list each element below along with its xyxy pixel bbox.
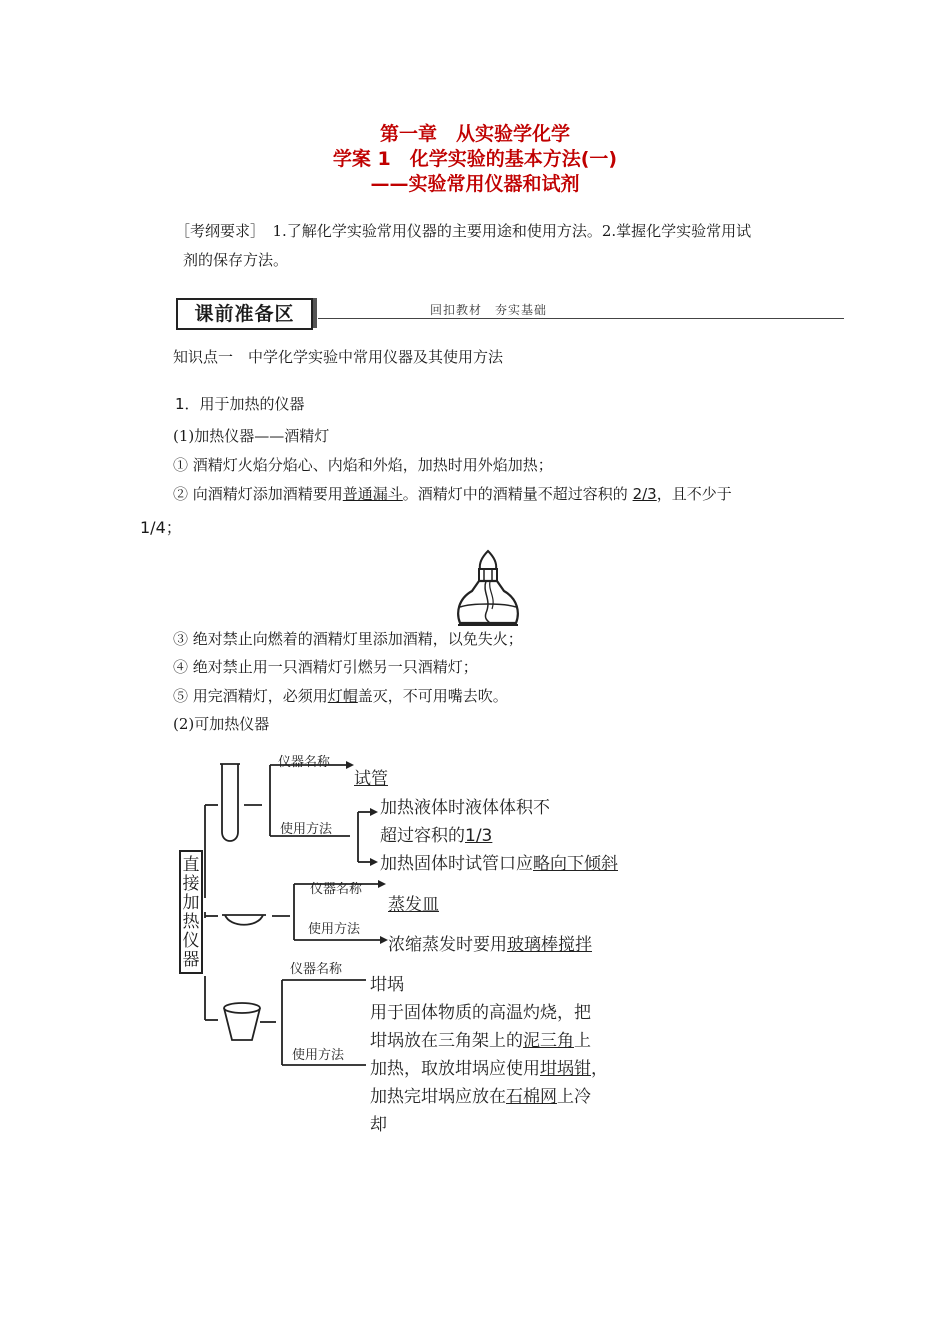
subheading-heatable: (2)可加热仪器 bbox=[173, 715, 270, 733]
section-banner: 课前准备区 bbox=[176, 298, 313, 330]
crucible-use-3-answer: 坩埚钳 bbox=[540, 1059, 591, 1079]
crucible-use-2 bbox=[370, 1026, 591, 1051]
alcohol-lamp-illustration bbox=[452, 547, 524, 633]
tube-use-2 bbox=[380, 849, 620, 874]
lesson-subtitle: ——实验常用仪器和试剂 bbox=[370, 173, 580, 195]
banner-divider bbox=[313, 298, 317, 328]
section-heading: 1．用于加热的仪器 bbox=[175, 395, 305, 413]
knowledge-point-heading: 知识点一 中学化学实验中常用仪器及其使用方法 bbox=[173, 348, 504, 366]
item-4: ④ 绝对禁止用一只酒精灯引燃另一只酒精灯； bbox=[173, 658, 478, 676]
tube-use-1b-answer: 1/3 bbox=[465, 826, 493, 846]
crucible-use-2-text-a: 坩埚放在三角架上的 bbox=[370, 1031, 523, 1051]
crucible-use-3 bbox=[370, 1054, 608, 1079]
item-2 bbox=[173, 484, 732, 504]
item-2-text-c: ，且不少于 bbox=[656, 485, 732, 503]
crucible-use-4-answer: 石棉网 bbox=[506, 1087, 557, 1107]
lesson-title: 学案 1 化学实验的基本方法(一) bbox=[332, 148, 618, 170]
dish-name-label: 仪器名称 bbox=[310, 882, 363, 897]
tube-use-2-text: 加热固体时试管口应 bbox=[380, 854, 533, 874]
banner-subtitle: 回扣教材 夯实基础 bbox=[430, 303, 548, 317]
banner-line bbox=[318, 318, 844, 319]
item-2-continued: 1/4； bbox=[140, 518, 182, 537]
chapter-title: 第一章 从实验学化学 bbox=[379, 123, 570, 145]
dish-use bbox=[388, 930, 592, 955]
item-5 bbox=[173, 686, 508, 706]
tube-use-1b-text: 超过容积的 bbox=[380, 826, 465, 846]
crucible-use-5: 却 bbox=[370, 1115, 387, 1135]
item-2-answer-2: 2/3 bbox=[632, 485, 657, 503]
dish-use-answer: 玻璃棒搅拌 bbox=[507, 935, 592, 955]
item-2-text-b: 。酒精灯中的酒精量不超过容积的 bbox=[402, 485, 633, 503]
dish-use-label: 使用方法 bbox=[308, 922, 361, 937]
item-5-text-a: ⑤ 用完酒精灯，必须用 bbox=[173, 687, 328, 705]
item-2-answer-1: 普通漏斗 bbox=[342, 485, 403, 503]
crucible-use-label: 使用方法 bbox=[292, 1048, 345, 1063]
crucible-use-2-answer: 泥三角 bbox=[523, 1031, 574, 1051]
item-3: ③ 绝对禁止向燃着的酒精灯里添加酒精，以免失火； bbox=[173, 630, 523, 648]
tube-use-1a: 加热液体时液体体积不 bbox=[380, 798, 550, 818]
crucible-use-4-text-b: 上冷 bbox=[557, 1087, 591, 1107]
crucible-use-3-text-a: 加热，取放坩埚应使用 bbox=[370, 1059, 540, 1079]
item-1: ① 酒精灯火焰分焰心、内焰和外焰，加热时用外焰加热； bbox=[173, 456, 553, 474]
requirements-line-2: 剂的保存方法。 bbox=[183, 251, 289, 269]
item-5-answer: 灯帽 bbox=[327, 687, 358, 705]
subheading-alcohol-lamp: (1)加热仪器——酒精灯 bbox=[173, 427, 330, 445]
item-2-text-a: ② 向酒精灯添加酒精要用 bbox=[173, 485, 343, 503]
crucible-use-3-text-b: ， bbox=[591, 1059, 608, 1079]
tube-use-label: 使用方法 bbox=[280, 822, 333, 837]
crucible-name-label: 仪器名称 bbox=[290, 962, 343, 977]
requirements-line-1: ［考纲要求］ 1.了解化学实验常用仪器的主要用途和使用方法。2.掌握化学实验常用试 bbox=[175, 222, 752, 240]
crucible-use-2-text-b: 上 bbox=[574, 1031, 591, 1051]
crucible-name: 坩埚 bbox=[370, 975, 404, 995]
direct-heating-label: 直接加热仪器 bbox=[179, 850, 203, 974]
crucible-use-1: 用于固体物质的高温灼烧，把 bbox=[370, 1003, 591, 1023]
tube-name-label: 仪器名称 bbox=[278, 755, 331, 770]
crucible-use-4 bbox=[370, 1082, 591, 1107]
crucible-use-4-text-a: 加热完坩埚应放在 bbox=[370, 1087, 506, 1107]
dish-name: 蒸发皿 bbox=[388, 895, 439, 915]
tube-name: 试管 bbox=[354, 769, 388, 789]
item-5-text-b: 盖灭，不可用嘴去吹。 bbox=[357, 687, 508, 705]
tube-use-2-answer: 略向下倾斜 bbox=[533, 854, 618, 874]
dish-use-text: 浓缩蒸发时要用 bbox=[388, 935, 507, 955]
tube-use-1b bbox=[380, 821, 492, 846]
